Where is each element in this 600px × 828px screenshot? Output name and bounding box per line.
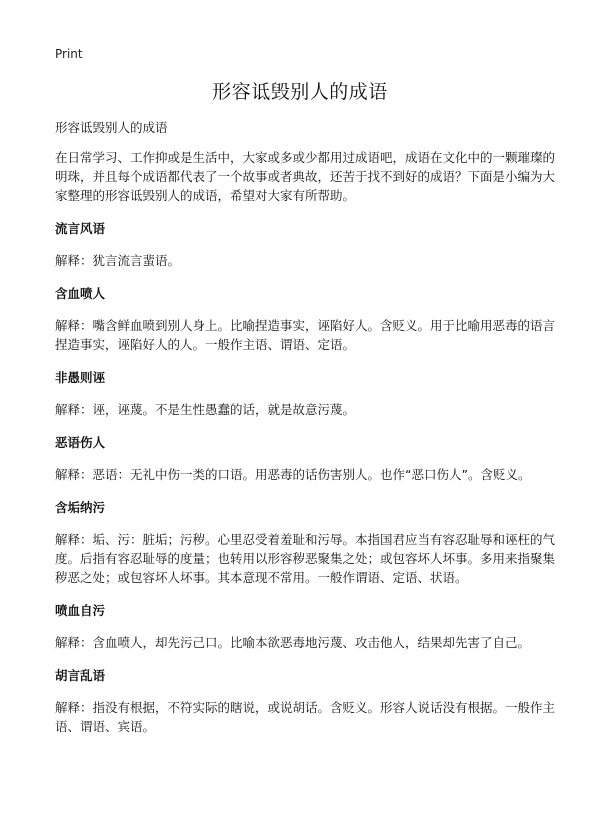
idiom-explanation: 解释：诬，诬蔑。不是生性愚蠢的话，就是故意污蔑。: [55, 402, 356, 417]
idiom-name: 胡言乱语: [55, 668, 106, 683]
idiom-entry: [55, 219, 555, 270]
idiom-entry: [55, 666, 555, 736]
idiom-name: 含血喷人: [55, 286, 106, 301]
idiom-name: 喷血自污: [55, 603, 106, 618]
idiom-entry: [55, 368, 555, 419]
idiom-name: 流言风语: [55, 221, 106, 236]
idiom-entry: [55, 433, 555, 484]
idiom-name: 非愚则诬: [55, 370, 106, 385]
idiom-entry: [55, 498, 555, 587]
idiom-entry: [55, 601, 555, 652]
page-title: 形容诋毁别人的成语: [212, 81, 388, 103]
idiom-explanation: 解释：垢、污：脏垢；污秽。心里忍受着羞耻和污辱。本指国君应当有容忍耻辱和诬枉的气度。后指有容忍耻辱的度量；也转用以形容秽恶聚集之处；或包容坏人坏事。多用来指聚集秽恶之处；或包容坏人坏事。其本意现不常用。一般作谓语、定语、状语。: [55, 532, 556, 585]
intro-paragraph: 在日常学习、工作抑或是生活中，大家或多或少都用过成语吧，成语在文化中的一颗璀璨的明珠，并且每个成语都代表了一个故事或者典故，还苦于找不到好的成语？下面是小编为大家整理的形容诋毁别人的成语，希望对大家有所帮助。: [55, 150, 556, 203]
article-subtitle: 形容诋毁别人的成语: [55, 120, 168, 135]
idiom-name: 恶语伤人: [55, 435, 106, 450]
idiom-explanation: 解释：犹言流言蜚语。: [55, 253, 181, 268]
idiom-name: 含垢纳污: [55, 500, 106, 515]
idiom-explanation: 解释：含血喷人，却先污己口。比喻本欲恶毒地污蔑、攻击他人，结果却先害了自己。: [55, 635, 531, 650]
article-body: [55, 118, 555, 750]
idiom-explanation: 解释：嘴含鲜血喷到别人身上。比喻捏造事实，诬陷好人。含贬义。用于比喻用恶毒的语言捏造事实，诬陷好人的人。一般作主语、谓语、定语。: [55, 318, 556, 352]
idiom-explanation: 解释：恶语：无礼中伤一类的口语。用恶毒的话伤害别人。也作“恶口伤人”。含贬义。: [55, 467, 531, 482]
print-link[interactable]: Print: [55, 47, 83, 61]
idiom-entry: [55, 284, 555, 354]
idiom-explanation: 解释：指没有根据，不符实际的瞎说，或说胡话。含贬义。形容人说话没有根据。一般作主语、谓语、宾语。: [55, 700, 556, 734]
